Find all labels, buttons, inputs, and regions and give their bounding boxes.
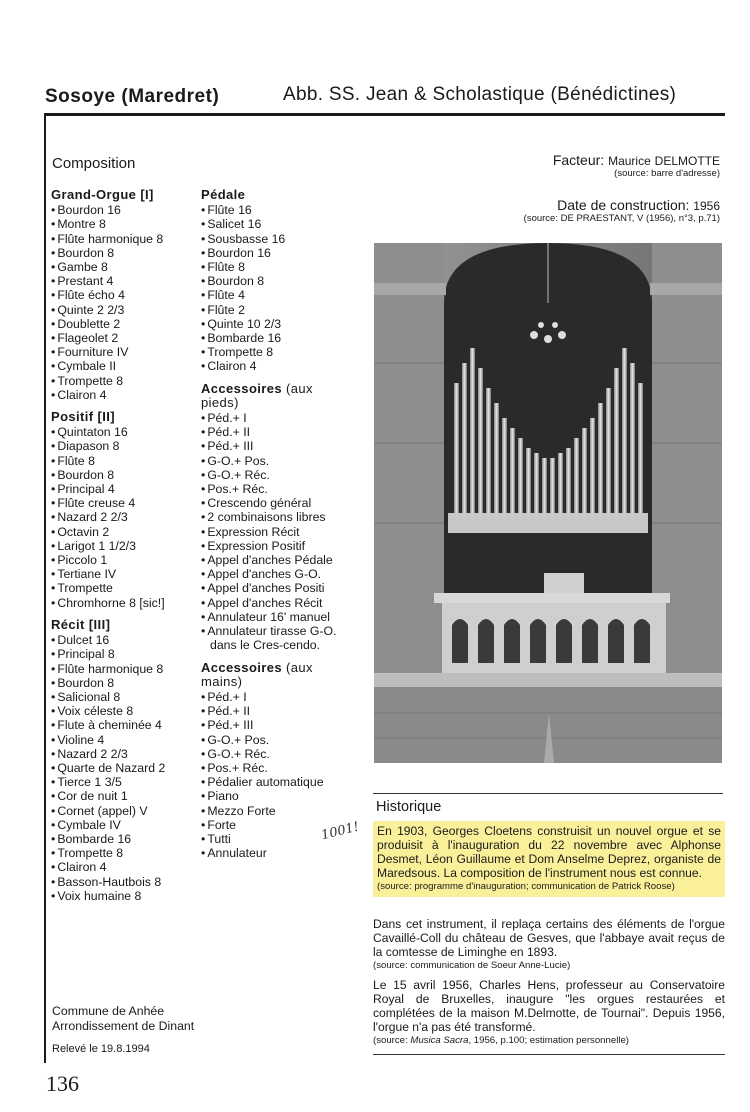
stop-item: • Nazard 2 2/3 [51,747,201,761]
stop-item: • Péd.+ II [201,704,351,718]
stop-item: • Mezzo Forte [201,804,351,818]
stop-item: • Pos.+ Réc. [201,761,351,775]
division-title: Grand-Orgue [51,187,137,202]
date-source: (source: DE PRAESTANT, V (1956), n°3, p.71) [523,213,720,224]
stop-item: • Clairon 4 [201,359,351,373]
stop-item: • Fourniture IV [51,345,201,359]
stop-item: • Bourdon 8 [51,676,201,690]
stop-item: • Annulateur [201,846,351,860]
stop-item: • Péd.+ I [201,411,351,425]
stop-item: • Péd.+ II [201,425,351,439]
facteur-block [430,152,720,179]
stop-item: • Tertiane IV [51,567,201,581]
stop-item: • G-O.+ Pos. [201,454,351,468]
stop-item: • Principal 4 [51,482,201,496]
stop-item: • Diapason 8 [51,439,201,453]
historique-bottom-rule [373,1054,725,1055]
commune-name: Commune de Anhée [52,1004,165,1018]
historique-paragraph-1 [373,821,725,897]
header-rule [45,113,725,116]
stop-item: • Annulateur 16' manuel [201,610,351,624]
source-3-prefix: (source: [373,1035,411,1046]
division-title: Accessoires [201,380,283,396]
stop-item: • Quinte 2 2/3 [51,303,201,317]
organ-photo [374,243,722,763]
division-heading [201,382,351,410]
stop-item: • Pos.+ Réc. [201,482,351,496]
historique-source-2: (source: communication de Soeur Anne-Lucie) [373,960,571,971]
stop-item: • Appel d'anches Positi [201,581,351,595]
stop-item: • Bombarde 16 [51,832,201,846]
facteur-source: (source: barre d'adresse) [614,168,720,179]
stop-item: • Tierce 1 3/5 [51,775,201,789]
commune-block [52,1004,194,1034]
stop-item: • Prestant 4 [51,274,201,288]
stop-item: • Expression Récit [201,525,351,539]
date-block [430,197,720,224]
division-title: Accessoires [201,659,283,675]
stop-item: • Appel d'anches Récit [201,596,351,610]
stop-item: • Flûte 2 [201,303,351,317]
stop-item: • Péd.+ I [201,690,351,704]
stop-item: • Trompette 8 [201,345,351,359]
stop-item: • Tutti [201,832,351,846]
arrondissement-name: Arrondissement de Dinant [52,1019,195,1033]
stop-item: • Bombarde 16 [201,331,351,345]
date-label: Date de construction: [557,197,690,213]
division-heading [51,188,201,202]
stop-item: • Annulateur tirasse G-O. dans le Cres-cendo. [201,624,351,652]
stop-item: • Clairon 4 [51,860,201,874]
division-heading [201,661,351,689]
stop-item: • Principal 8 [51,647,201,661]
stop-item: • Bourdon 8 [51,468,201,482]
division-tag: [I] [140,187,154,202]
stop-item: • G-O.+ Réc. [201,747,351,761]
stop-item: • Flute à cheminée 4 [51,718,201,732]
stop-item: • Péd.+ III [201,439,351,453]
stop-item: • Bourdon 8 [51,246,201,260]
location-title: Sosoye (Maredret) [45,86,220,107]
stop-item: • Bourdon 16 [51,203,201,217]
stop-item: • Chromhorne 8 [sic!] [51,596,201,610]
stop-item: • Quarte de Nazard 2 [51,761,201,775]
division-title: Récit [51,616,85,632]
division-tag: [II] [97,409,116,425]
stop-item: • G-O.+ Pos. [201,733,351,747]
stop-item: • Nazard 2 2/3 [51,510,201,524]
stop-item: • Cor de nuit 1 [51,789,201,803]
stop-item: • Basson-Hautbois 8 [51,875,201,889]
stop-item: • Quinte 10 2/3 [201,317,351,331]
stop-item: • Salicet 16 [201,217,351,231]
division-heading [51,618,201,632]
releve-date: Relevé le 19.8.1994 [52,1043,150,1055]
stop-item: • Violine 4 [51,733,201,747]
division-tag: (aux pieds) [201,380,313,410]
stop-item: • Crescendo général [201,496,351,510]
stop-item: • Flûte 8 [51,454,201,468]
stop-item: • 2 combinaisons libres [201,510,351,524]
composition-heading: Composition [52,155,136,172]
division-heading [201,188,351,202]
source-3-title: Musica Sacra [410,1035,469,1046]
division-title: Positif [51,409,94,425]
stop-item: • Appel d'anches Pédale [201,553,351,567]
stop-item: • Piccolo 1 [51,553,201,567]
historique-heading: Historique [376,799,442,815]
stop-item: • Montre 8 [51,217,201,231]
stop-item: • Bourdon 8 [201,274,351,288]
institution-title: Abb. SS. Jean & Scholastique (Bénédictines) [283,84,677,105]
division-tag: (aux mains) [201,659,313,689]
stop-item: • Pédalier automatique [201,775,351,789]
stop-item: • Voix humaine 8 [51,889,201,903]
division-title: Pédale [201,187,246,202]
stop-item: • Flûte écho 4 [51,288,201,302]
stop-item: • Péd.+ III [201,718,351,732]
stop-item: • Clairon 4 [51,388,201,402]
stop-item: • Appel d'anches G-O. [201,567,351,581]
historique-source-3 [373,1034,725,1048]
historique-paragraph-2 [373,917,725,973]
stop-item: • Flûte harmonique 8 [51,662,201,676]
stop-item: • Doublette 2 [51,317,201,331]
stop-item: • Flûte creuse 4 [51,496,201,510]
source-3-suffix: , 1956, p.100; estimation personnelle) [468,1035,629,1046]
historique-rule [373,793,723,794]
page-number: 136 [46,1071,79,1096]
left-rule [44,113,46,1063]
stop-item: • Quintaton 16 [51,425,201,439]
facteur-first-name: Maurice [608,154,651,168]
stop-item: • Dulcet 16 [51,633,201,647]
stop-item: • Gambe 8 [51,260,201,274]
historique-text-1: En 1903, Georges Cloetens construisit un nouvel orgue et se produisit à l'inauguration du 22 novembre avec Alphonse Desmet, Léon Guillaume et Dom Anselme Deprez, organiste de Maredsous. La composition de l'instrument nous est connue. [377,824,721,880]
stop-item: • Cymbale II [51,359,201,373]
historique-text-3: Le 15 avril 1956, Charles Hens, professeur au Conservatoire Royal de Bruxelles, inaugure "les orgues restaurées et complétées de la maison M.Delmotte, de Tournai". Depuis 1956, l'orgue n'a pas été transformé. [373,978,725,1034]
handwritten-annotation: 1001! [319,819,361,844]
stop-item: • Voix céleste 8 [51,704,201,718]
historique-text-2: Dans cet instrument, il replaça certains des éléments de l'orgue Cavaillé-Coll du château de Gesves, que l'abbaye avait reçus de la comtesse de Liminghe en 1893. [373,917,725,959]
stop-item: • Flûte 16 [201,203,351,217]
historique-paragraph-3 [373,978,725,1048]
stop-item: • G-O.+ Réc. [201,468,351,482]
stop-item: • Bourdon 16 [201,246,351,260]
stop-item: • Sousbasse 16 [201,232,351,246]
facteur-label: Facteur: [552,152,605,168]
stop-item: • Flûte 4 [201,288,351,302]
stop-item: • Cornet (appel) V [51,804,201,818]
middle-stoplist-column [201,188,351,860]
left-stoplist-column [51,188,201,903]
facteur-last-name: DELMOTTE [654,154,720,168]
stop-item: • Expression Positif [201,539,351,553]
stop-item: • Piano [201,789,351,803]
stop-item: • Flageolet 2 [51,331,201,345]
division-heading [51,410,201,424]
stop-item: • Larigot 1 1/2/3 [51,539,201,553]
organ-photo-drawing [374,243,722,763]
stop-item: • Salicional 8 [51,690,201,704]
date-year: 1956 [693,199,720,213]
stop-item: • Trompette 8 [51,846,201,860]
stop-item: • Flûte harmonique 8 [51,232,201,246]
division-tag: [III] [88,616,111,632]
stop-item: • Trompette 8 [51,374,201,388]
stop-item: • Trompette [51,581,201,595]
stop-item: • Forte [201,818,351,832]
stop-item: • Cymbale IV [51,818,201,832]
historique-source-1: (source: programme d'inauguration; communication de Patrick Roose) [377,881,675,892]
stop-item: • Octavin 2 [51,525,201,539]
stop-item: • Flûte 8 [201,260,351,274]
